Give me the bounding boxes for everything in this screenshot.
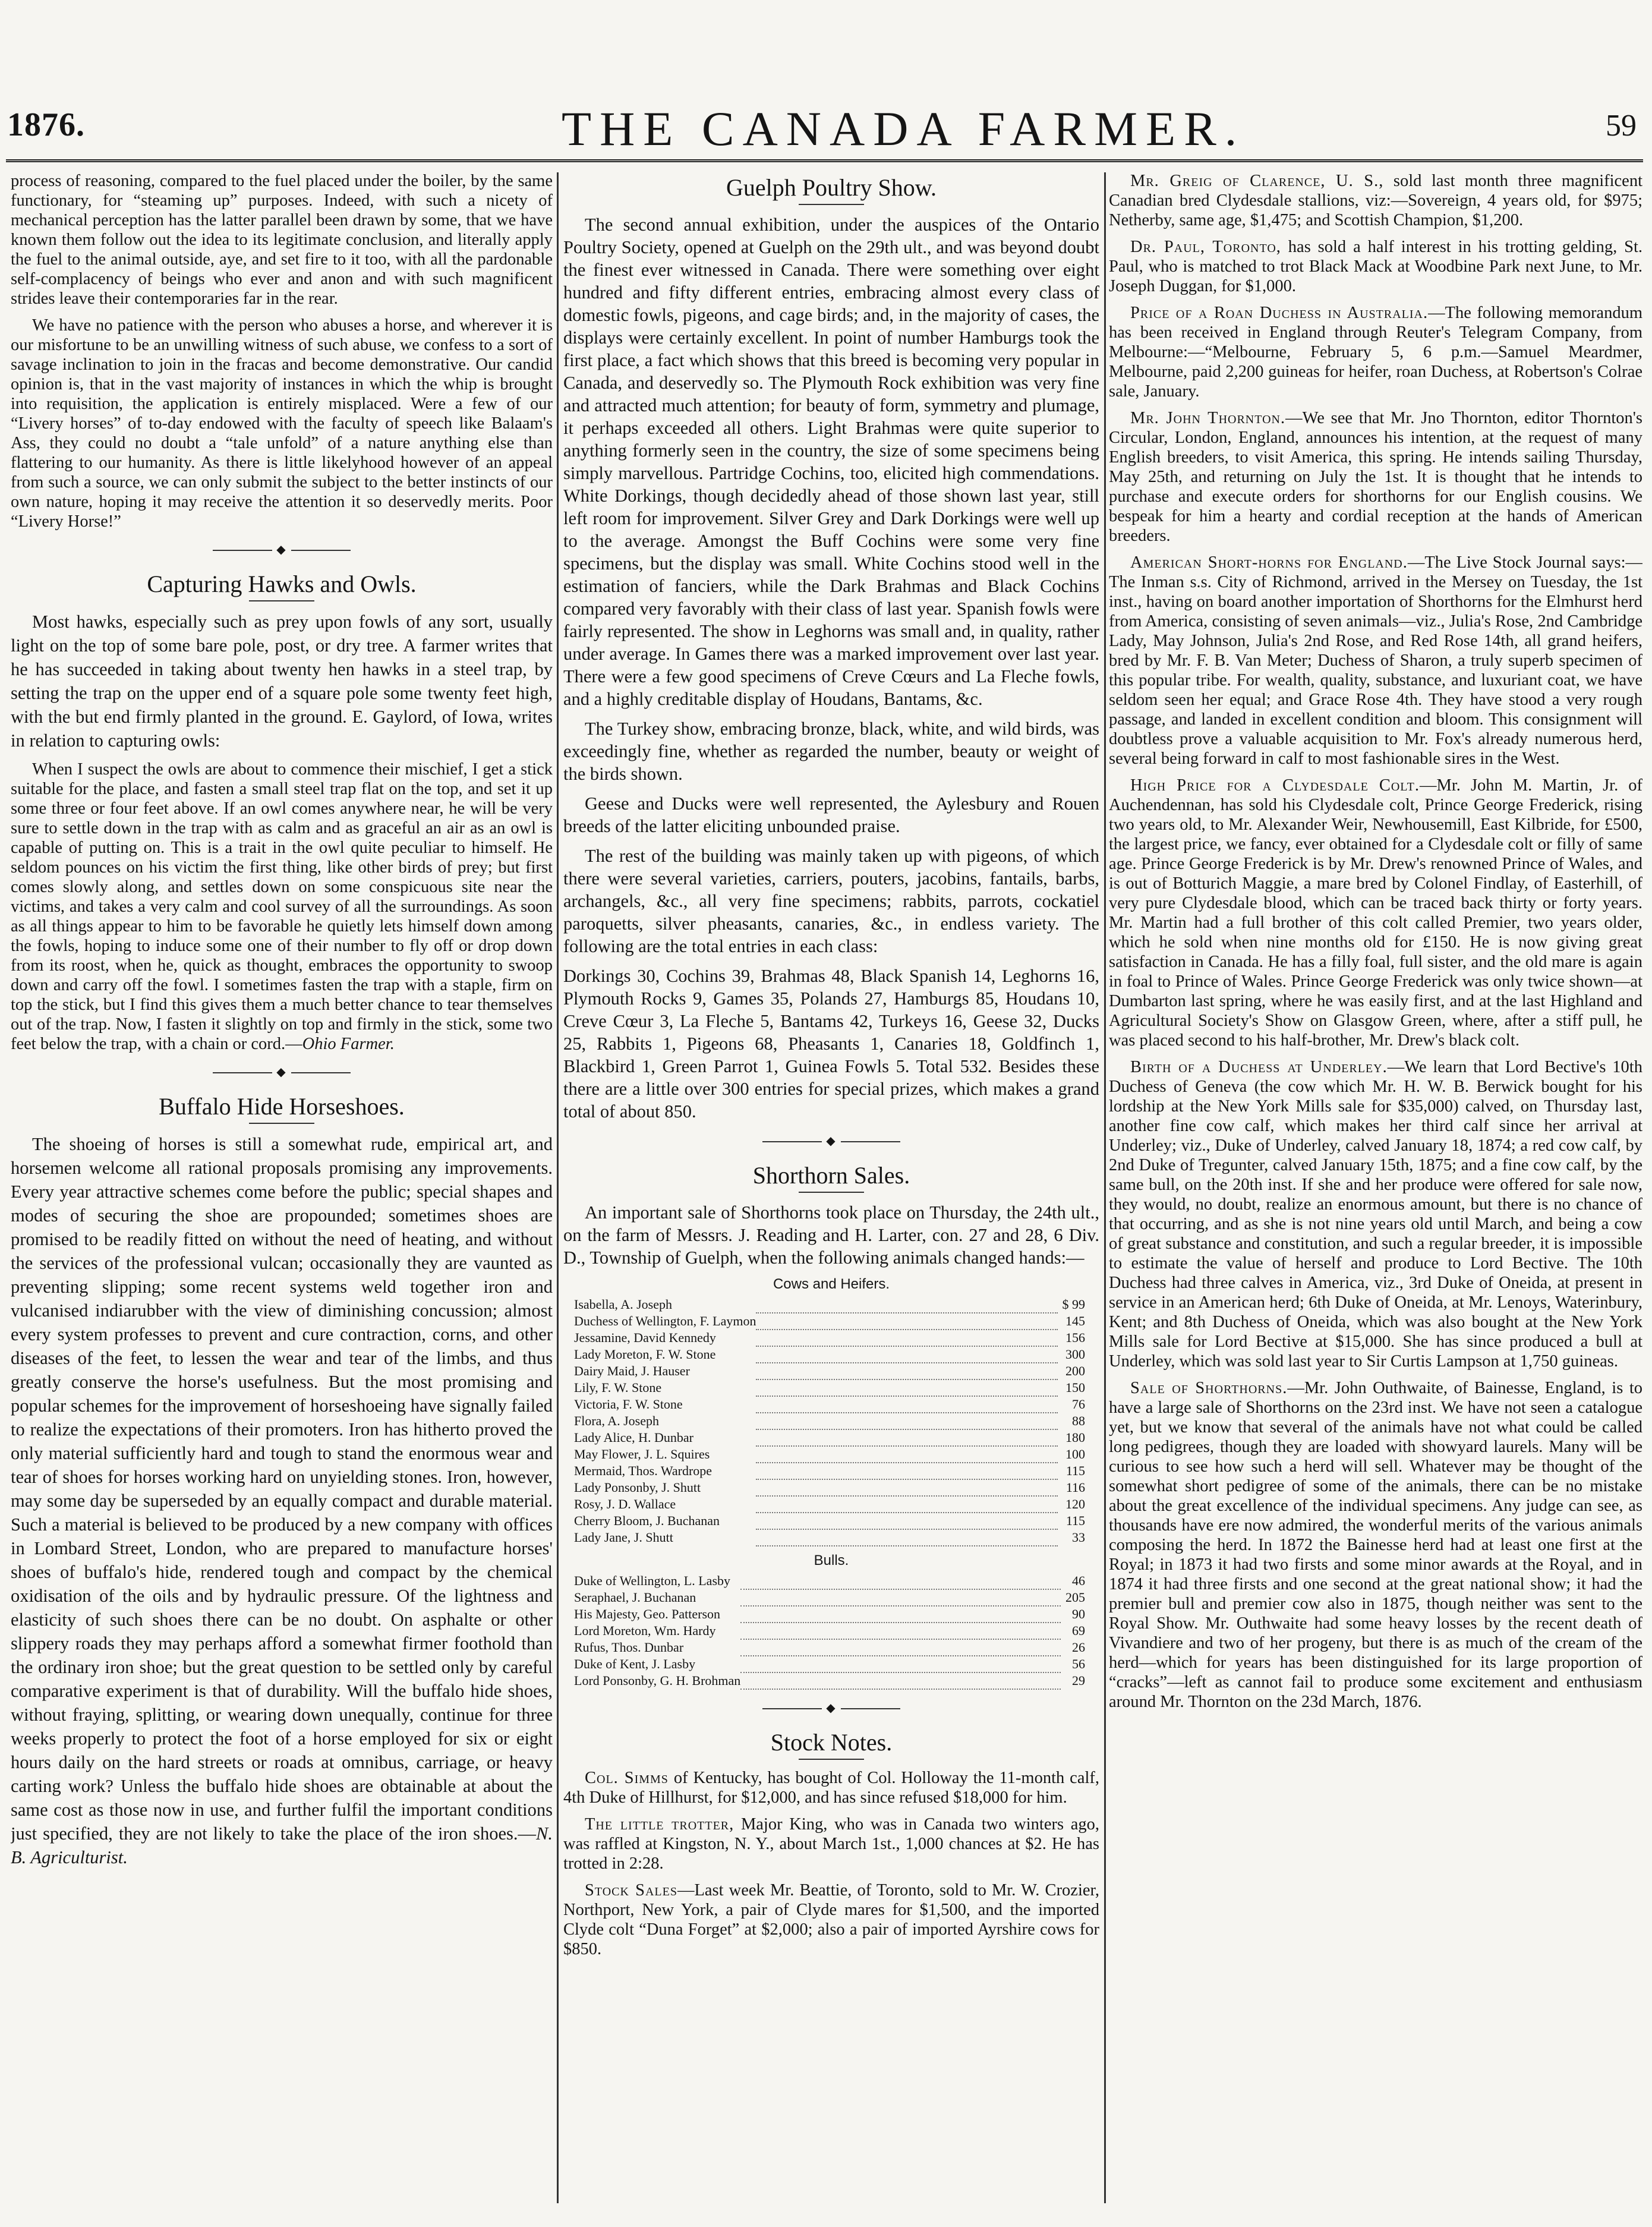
horse-abuse-paragraph-1: process of reasoning, compared to the fuel placed under the boiler, by the same functionary, for “steaming up” purposes. Indeed, with such a nicety of mechanical perception has the latter parallel been drawn by some, that we have known them follow out the idea to its legitimate conclusion, and literally apply the fuel to the animal outside, aye, and set fire to it too, with all the pardonable self-complacency of beings who ever and anon and with such magnificent strides leave their contemporaries far in the rear. <box>11 172 553 308</box>
section-ornament: ◆ <box>563 1700 1099 1715</box>
price: 56 <box>1072 1656 1085 1671</box>
note-clydesdale-colt-text: —Mr. John M. Martin, Jr. of Auchendennan, has sold his Clydesdale colt, Prince George Frederick, rising two years old, to Mr. Alexander Weir, Newhousemill, East Kilbride, for £500, the largest price, we fancy, ever obtained for a Clydesdale colt or filly of same age. Prince George Frederick is by Mr. Drew's renowned Prince of Wales, and is out of Botturich Maggie, a mare bred by Colonel Findlay, of Easterhill, of very pure Clydesdale blood, which can be traced back thirty or forty years. Mr. Martin had a full brother of this colt called Premier, two years older, which he sold when nine months old for £150. He is now giving great satisfaction in Canada. He has a filly foal, full sister, and the old mare is again in foal to Prince of Wales. Prince George Frederick was only twice shown—at Dumbarton last spring, where he was easily first, and at the last Highland and Agricultural Society's Show on Glasgow Green, where, after a stiff pull, he was placed second to his half-brother, Mr. Drew's black colt. <box>1109 776 1642 1050</box>
price: 180 <box>1065 1430 1085 1445</box>
header-year: 1876. <box>7 106 85 143</box>
stock-note-2-lead: The little trotter, <box>585 1815 734 1834</box>
heading-shorthorn-sales: Shorthorn Sales. <box>752 1162 910 1189</box>
note-clydesdale-colt <box>1109 776 1642 1050</box>
animal-buyer: Lily, F. W. Stone <box>574 1380 662 1395</box>
price: 200 <box>1065 1363 1085 1378</box>
heading-rule <box>799 204 864 205</box>
poultry-paragraph-1: The second annual exhibition, under the auspices of the Ontario Poultry Society, opened at Guelph on the 29th ult., and was beyond doubt the finest ever witnessed in Canada. There were something over eight hundred and fifty different entries, embracing almost every class of domestic fowls, pigeons, and cage birds; and, in the majority of cases, the displays were certainly excellent. In point of number Hamburgs took the first place, a fact which shows that this breed is becoming very popular in Canada, and deservedly so. The Plymouth Rock exhibition was very fine and attracted much attention; for beauty of form, symmetry and plumage, it perhaps exceeded all others. Light Brahmas were quite superior to anything formerly seen in the country, the size of some specimens being simply marvellous. Partridge Cochins, too, elicited high commendations. White Dorkings, though decidedly ahead of those shown last year, still left room for improvement. Silver Grey and Dark Dorkings were well up to the average. Amongst the Buff Cochins were some very fine specimens, but the display was small. White Cochins stood well in the estimation of fanciers, while the Dark Brahmas and Black Cochins compared very favorably with their class of last year. Spanish fowls were fairly represented. The show in Leghorns was small and, in quality, rather under average. In Games there was a marked improvement over last year. There were a few good specimens of Creve Cœurs and La Fleche fowls, and a highly creditable display of Houdans, Bantams, &c. <box>563 215 1099 709</box>
note-sale-shorthorns-text: —Mr. John Outhwaite, of Bainesse, England, is to have a large sale of Shorthorns on the 23rd inst. We have not seen a catalogue yet, but we know that several of the animals have not what could be called long pedigrees, though they are loaded with showyard laurels. Many will be curious to see how such a herd will sell. Whatever may be thought of the somewhat short pedigree of some of the animals, there can be no mistake about the great excellence of the individual specimens. Any judge can see, as thousands have ere now admired, the wonderful merits of the various animals composing the herd. In 1872 the Bainesse herd had at least one first at the Royal; in 1873 it had two firsts and some minor awards at the Royal, and in 1874 it had three firsts and one second at the great national show; it had the premier bull and premier cow also in 1875, though neither was sent to the Royal Show. Mr. Outhwaite had some heavy losses by the recent death of Vivandiere and two of her progeny, but there is as much of the cream of the herd—which for years has been distinguished for its large proportion of “cracks”—left as cannot fail to produce some excitement and enthusiasm around Mr. Thornton on the 23d March, 1876. <box>1109 1379 1642 1711</box>
table-row <box>574 1346 1085 1363</box>
table-row <box>574 1446 1085 1463</box>
note-thornton-text: —We see that Mr. Jno Thornton, editor Thornton's Circular, London, England, announces his intention, at the request of many English breeders, to visit America, this spring. He intends sailing Thursday, May 25th, and returning on July the 1st. It is thought that he intends to purchase and execute orders for shorthorns for our English cousins. We bespeak for him a hearty and cordial reception at the hands of American breeders. <box>1109 409 1642 545</box>
stock-note-3-text: —Last week Mr. Beattie, of Toronto, sold to Mr. W. Crozier, Northport, New York, a pair of Clyde mares for $1,500, and the imported Clyde colt “Duna Forget” at $2,000; also a pair of imported Ayrshire cows for $850. <box>563 1881 1099 1958</box>
header-rule <box>6 159 1643 162</box>
table-row <box>574 1639 1085 1656</box>
animal-buyer: Victoria, F. W. Stone <box>574 1397 683 1412</box>
leader-dots <box>740 1672 1061 1689</box>
table-row <box>574 1463 1085 1479</box>
leader-dots <box>756 1379 1057 1396</box>
note-greig-text: sold last month three magnificent Canadian bred Clydesdale stallions, viz:—Sovereign, 4 years old, for $975; Netherby, same age, $1,475; and Scottish Champion, $1,200. <box>1109 172 1642 229</box>
animal-buyer: Duchess of Wellington, F. Laymon <box>574 1313 756 1328</box>
note-paul <box>1109 237 1642 296</box>
price: 46 <box>1072 1573 1085 1588</box>
note-paul-text: has sold a half interest in his trotting gelding, St. Paul, who is matched to trot Black Mack at Woodbine Park next June, to Mr. Joseph Duggan, for $1,000. <box>1109 238 1642 295</box>
price: 115 <box>1065 1513 1085 1528</box>
price: 33 <box>1072 1530 1085 1545</box>
leader-dots <box>756 1463 1057 1479</box>
column-3 <box>1109 171 1642 2209</box>
poultry-entries-paragraph: Dorkings 30, Cochins 39, Brahmas 48, Black Spanish 14, Leghorns 16, Plymouth Rocks 9, Games 35, Polands 27, Hamburgs 85, Houdans 10, Creve Cœur 3, La Fleche 5, Bantams 42, Turkeys 16, Geese 32, Ducks 25, Rabbits 1, Pigeons 68, Pheasants 1, Canaries 18, Goldfinch 1, Blackbird 1, Green Parrot 1, Guinea Fowls 5. Total 532. Besides these there are a little over 300 entries for special prizes, which makes a grand total of about 850. <box>563 966 1099 1122</box>
animal-buyer: Lady Ponsonby, J. Shutt <box>574 1480 701 1495</box>
price: 26 <box>1072 1640 1085 1655</box>
animal-buyer: Duke of Kent, J. Lasby <box>574 1656 696 1671</box>
price: 120 <box>1065 1497 1085 1511</box>
hawks-source: Ohio Farmer. <box>302 1035 395 1053</box>
animal-buyer: Seraphael, J. Buchanan <box>574 1590 696 1605</box>
note-roan-duchess-lead: Price of a Roan Duchess in Australia. <box>1130 304 1429 322</box>
table-row <box>574 1606 1085 1623</box>
note-thornton <box>1109 408 1642 546</box>
animal-buyer: Lord Ponsonby, G. H. Brohman <box>574 1673 741 1688</box>
table-row <box>574 1330 1085 1346</box>
animal-buyer: Lady Alice, H. Dunbar <box>574 1430 693 1445</box>
price: 88 <box>1072 1413 1085 1428</box>
table-row <box>574 1573 1085 1589</box>
table-row <box>574 1623 1085 1639</box>
price: 76 <box>1072 1397 1085 1412</box>
table-row <box>574 1413 1085 1429</box>
table-row <box>574 1656 1085 1672</box>
heading-guelph-poultry-show: Guelph Poultry Show. <box>726 174 937 201</box>
cows-table <box>574 1296 1085 1546</box>
shorthorn-intro: An important sale of Shorthorns took place on Thursday, the 24th ult., on the farm of Messrs. J. Reading and H. Larter, con. 27 and 28, 6 Div. D., Township of Guelph, when the following animals changed hands:— <box>563 1202 1099 1268</box>
column-2 <box>563 171 1099 2209</box>
price: 150 <box>1065 1380 1085 1395</box>
animal-buyer: Lady Moreton, F. W. Stone <box>574 1347 716 1362</box>
note-shorthorns-england-lead: American Short-horns for England. <box>1130 553 1408 572</box>
hawks-paragraph-2 <box>11 760 553 1054</box>
leader-dots <box>756 1479 1057 1496</box>
animal-buyer: Dairy Maid, J. Hauser <box>574 1363 690 1378</box>
note-thornton-lead: Mr. John Thornton. <box>1130 409 1286 427</box>
poultry-paragraph-4: The rest of the building was mainly taken up with pigeons, of which there were several varieties, carriers, pouters, jacobins, fantails, barbs, archangels, &c., all very fine specimens; rabbits, parrots, cockatiel paroquetts, silver pheasants, canaries, &c., in endless variety. The following are the total entries in each class: <box>563 846 1099 956</box>
stock-note-2-text: Major King, who was in Canada two winters ago, was raffled at Kingston, N. Y., about March 1st., 1,000 chances at $2. He has trotted in 2:28. <box>563 1815 1099 1873</box>
column-1 <box>11 171 553 2209</box>
note-roan-duchess-text: —The following memorandum has been received in England through Reuter's Telegram Company, from Melbourne:—“Melbourne, February 5, 6 p.m.—Samuel Meardmer, Melbourne, paid 2,200 guineas for heifer, roan Duchess, at Robertson's Colrae sale, January. <box>1109 304 1642 401</box>
heading-rule <box>249 1123 314 1124</box>
price: 90 <box>1072 1607 1085 1621</box>
heading-rule <box>249 600 314 601</box>
note-roan-duchess <box>1109 303 1642 401</box>
stock-note-3 <box>563 1880 1099 1959</box>
leader-dots <box>740 1623 1061 1639</box>
note-duchess-underley-lead: Birth of a Duchess at Underley. <box>1130 1058 1388 1076</box>
table-row <box>574 1496 1085 1513</box>
page-number: 59 <box>1606 109 1637 143</box>
leader-dots <box>756 1396 1057 1413</box>
price: 156 <box>1065 1330 1085 1345</box>
table-row <box>574 1513 1085 1529</box>
buffalo-source: N. B. Agriculturist. <box>11 1823 553 1867</box>
note-sale-shorthorns <box>1109 1378 1642 1712</box>
leader-dots <box>740 1589 1061 1606</box>
table-row <box>574 1589 1085 1606</box>
note-duchess-underley <box>1109 1057 1642 1371</box>
hawks-paragraph-1: Most hawks, especially such as prey upon fowls of any sort, usually light on the top of some bare pole, post, or dry tree. A farmer writes that he has succeeded in taking about twenty hen hawks in a steel trap, by setting the trap on the upper end of a square pole some twenty feet high, with the but end firmly planted in the ground. E. Gaylord, of Iowa, writes in relation to capturing owls: <box>11 612 553 751</box>
stock-note-2 <box>563 1815 1099 1873</box>
animal-buyer: Rosy, J. D. Wallace <box>574 1497 676 1511</box>
animal-buyer: Flora, A. Joseph <box>574 1413 659 1428</box>
price: 205 <box>1065 1590 1085 1605</box>
section-ornament: ◆ <box>11 1064 553 1079</box>
price: 29 <box>1072 1673 1085 1688</box>
note-duchess-underley-text: —We learn that Lord Bective's 10th Duchess of Geneva (the cow which Mr. H. W. B. Berwick bought for his lordship at the New York Mills sale for $35,000) calved, on Thursday last, another fine cow calf, which makes her third calf since her arrival at Underley; viz., Duke of Underley, calved January 18, 1874; a red cow calf, by 2nd Duke of Tregunter, calved January 15th, 1875; and a fine cow calf, by the same bull, on the 20th inst. If she and her produce were offered for sale now, they would, no doubt, realize an enormous amount, but there is no chance of that occurring, and as she is not nine years old until March, and being a cow of great substance and constitution, and such a regular breeder, it is impossible to estimate the value of herself and produce to Lord Bective. The 10th Duchess had three calves in America, viz., 3rd Duke of Oneida, at present in service in an American herd; 6th Duke of Oneida, at Mr. Lenoys, Waterinbury, Kent; and 8th Duchess of Oneida, which was also bought at the New York Mills sale for Lord Bective at $15,000. She has since produced a bull at Underley, which was sold last year to Sir Curtis Lampson at 1,750 guineas. <box>1109 1058 1642 1371</box>
heading-buffalo-horseshoes: Buffalo Hide Horseshoes. <box>159 1093 405 1120</box>
poultry-paragraph-2: The Turkey show, embracing bronze, black, white, and wild birds, was exceedingly fine, whether as regarded the number, beauty or weight of the birds shown. <box>563 719 1099 784</box>
hawks-paragraph-2-text: When I suspect the owls are about to commence their mischief, I get a stick suitable for the place, and fasten a small steel trap flat on the top, and set it up some three or four feet above. If an owl comes anywhere near, he will be very sure to settle down in the trap with as calm and as graceful an air as an owl is capable of putting on. This is a trait in the owl quite peculiar to himself. He seldom pounces on his victim the first thing, like other birds of prey; but first comes slowly along, and settles down on some conspicuous site near the victims, and takes a very calm and cool survey of all the surroundings. As soon as all things appear to him to be favorable he quietly lets himself down among the fowls, hoping to induce some one of their number to fly off or drop down from its roost, when he, quick as thought, embraces the opportunity to swoop down and carry off the fowl. I sometimes fasten the trap with a staple, firm on top the stick, but I find this gives them a much better chance to tear themselves out of the trap. Now, I fasten it slightly on top and firmly in the stick, some two feet below the trap, with a chain or cord.— <box>11 760 553 1053</box>
note-paul-lead: Dr. Paul, Toronto, <box>1130 238 1281 256</box>
table-row <box>574 1396 1085 1413</box>
section-ornament: ◆ <box>563 1133 1099 1148</box>
leader-dots <box>756 1496 1057 1513</box>
animal-buyer: May Flower, J. L. Squires <box>574 1447 710 1461</box>
animal-buyer: Lady Jane, J. Shutt <box>574 1530 673 1545</box>
table-row <box>574 1363 1085 1379</box>
price: $ 99 <box>1062 1297 1085 1312</box>
stock-note-1-lead: Col. Simms <box>585 1769 669 1787</box>
leader-dots <box>756 1346 1057 1363</box>
heading-rule <box>799 1759 864 1760</box>
animal-buyer: Duke of Wellington, L. Lasby <box>574 1573 731 1588</box>
leader-dots <box>756 1330 1057 1346</box>
price: 145 <box>1065 1313 1085 1328</box>
poultry-paragraph-3: Geese and Ducks were well represented, the Aylesbury and Rouen breeds of the latter eliciting unbounded praise. <box>563 793 1099 836</box>
note-shorthorns-england <box>1109 553 1642 768</box>
animal-buyer: Isabella, A. Joseph <box>574 1297 672 1312</box>
animal-buyer: Mermaid, Thos. Wardrope <box>574 1463 712 1478</box>
buffalo-paragraph-text: The shoeing of horses is still a somewhat rude, empirical art, and horsemen welcome all rational proposals promising any improvements. Every year attractive schemes come before the public; special shapes and modes of securing the shoe are propounded; sometimes shoes are promised to be readily fitted on without the need of heating, and without the services of the professional vulcan; occasionally they are vaunted as preventing slipping; some recent systems weld together iron and vulcanised indiarubber with the view of diminishing concussion; almost every system professes to prevent and cure contraction, corns, and other diseases of the feet, to lessen the wear and tear of the limbs, and thus greatly conserve the horse's usefulness. But the most promising and popular schemes for the improvement of horseshoeing have signally failed to realize the expectations of their promoters. Iron has hitherto proved the only material sufficiently hard and tough to stand the enormous wear and tear of shoes for horses working hard on unyielding stones. Iron, however, may some day be superseded by an equally compact and durable material. Such a material is believed to be produced by a new company with offices in Lombard Street, London, who are prepared to manufacture horses' shoes of buffalo's hide, rendered tough and compact by the chemical oxidisation of the oils and by hydraulic pressure. Of the lightness and elasticity of such shoes there can be no doubt. On asphalte or other slippery roads they may perhaps afford a somewhat firmer foothold than the ordinary iron shoe; but the great question to be settled only by careful comparative experiment is that of durability. Will the buffalo hide shoes, without fraying, splitting, or wearing down unequally, continue for three weeks properly to protect the foot of a horse employed for six or eight hours daily on the hard streets or roads at omnibus, carriage, or heavy carting work? Unless the buffalo hide shoes are obtainable at about the same cost as those now in use, and further fulfil the important conditions just specified, they are not likely to take the place of the iron shoes.— <box>11 1134 553 1844</box>
price: 116 <box>1065 1480 1085 1495</box>
table-row <box>574 1429 1085 1446</box>
note-greig <box>1109 171 1642 230</box>
table-row <box>574 1479 1085 1496</box>
animal-buyer: Rufus, Thos. Dunbar <box>574 1640 684 1655</box>
table-row <box>574 1529 1085 1546</box>
note-shorthorns-england-text: —The Live Stock Journal says:—The Inman s.s. City of Richmond, arrived in the Mersey on Tuesday, the 1st inst., having on board another importation of Shorthorns for the Elmhurst herd from America, consisting of seven animals—viz., Julia's Rose, 2nd Cambridge Lady, May Johnson, Julia's 2nd Rose, and Red Rose 14th, all grand heifers, bred by Mr. F. B. Van Meter; Duchess of Sharon, a truly superb specimen of this popular tribe. For wealth, quality, substance, and luxuriant coat, we have seldom seen her equal; and Grace Rose 4th. They have stood a very rough passage, and landed in excellent condition and bloom. This consignment will doubtless prove a valuable acquisition to Mr. Fox's already numerous herd, several being forward in calf to most fashionable sires in the West. <box>1109 553 1642 768</box>
animal-buyer: Cherry Bloom, J. Buchanan <box>574 1513 720 1528</box>
animal-buyer: His Majesty, Geo. Patterson <box>574 1607 721 1621</box>
column-rule-2 <box>1104 172 1106 2203</box>
leader-dots <box>756 1413 1057 1429</box>
leader-dots <box>740 1573 1061 1589</box>
note-sale-shorthorns-lead: Sale of Shorthorns. <box>1130 1379 1288 1397</box>
animal-buyer: Jessamine, David Kennedy <box>574 1330 716 1345</box>
stock-note-3-lead: Stock Sales <box>585 1881 677 1900</box>
cows-heading: Cows and Heifers. <box>773 1276 890 1292</box>
bulls-heading: Bulls. <box>814 1552 849 1568</box>
leader-dots <box>740 1639 1061 1656</box>
column-rule-1 <box>557 172 559 2203</box>
leader-dots <box>756 1363 1057 1379</box>
table-row <box>574 1379 1085 1396</box>
masthead-title: THE CANADA FARMER. <box>562 102 1246 156</box>
leader-dots <box>756 1513 1057 1529</box>
table-row <box>574 1313 1085 1330</box>
leader-dots <box>756 1529 1057 1546</box>
section-ornament: ◆ <box>11 542 553 557</box>
horse-abuse-paragraph-2: We have no patience with the person who abuses a horse, and wherever it is our misfortune to be an unwilling witness of such abuse, we confess to a sort of savage inclination to join in the fracas and become demonstrative. Our candid opinion is, that in the vast majority of instances in which the whip is brought into requisition, the application is entirely misplaced. Were a few of our “Livery horses” of to-day endowed with the faculty of speech like Balaam's Ass, they could no doubt a “tale unfold” of a nature anything else than flattering to our humanity. As there is little likelyhood however of an appeal from such a source, we can only submit the subject to the better instincts of our own nature, hoping it may receive the attention it so deservedly merits. Poor “Livery Horse!” <box>11 316 553 531</box>
stock-note-1 <box>563 1768 1099 1807</box>
animal-buyer: Lord Moreton, Wm. Hardy <box>574 1623 716 1638</box>
leader-dots <box>756 1313 1057 1330</box>
leader-dots <box>756 1296 1057 1313</box>
price: 300 <box>1065 1347 1085 1362</box>
heading-stock-notes: Stock Notes. <box>770 1729 893 1756</box>
bulls-table <box>574 1573 1085 1690</box>
table-row <box>574 1672 1085 1689</box>
note-clydesdale-colt-lead: High Price for a Clydesdale Colt. <box>1130 776 1420 795</box>
heading-rule <box>799 1192 864 1193</box>
leader-dots <box>740 1606 1061 1623</box>
leader-dots <box>756 1446 1057 1463</box>
leader-dots <box>740 1656 1061 1672</box>
note-greig-lead: Mr. Greig of Clarence, U. S., <box>1130 172 1384 190</box>
heading-capturing-hawks: Capturing Hawks and Owls. <box>147 571 417 597</box>
price: 69 <box>1072 1623 1085 1638</box>
leader-dots <box>756 1429 1057 1446</box>
table-row <box>574 1296 1085 1313</box>
buffalo-paragraph <box>11 1132 553 1869</box>
price: 100 <box>1065 1447 1085 1461</box>
stock-note-1-text: of Kentucky, has bought of Col. Holloway the 11-month calf, 4th Duke of Hillhurst, for $12,000, and has since refused $18,000 for him. <box>563 1769 1099 1807</box>
price: 115 <box>1065 1463 1085 1478</box>
